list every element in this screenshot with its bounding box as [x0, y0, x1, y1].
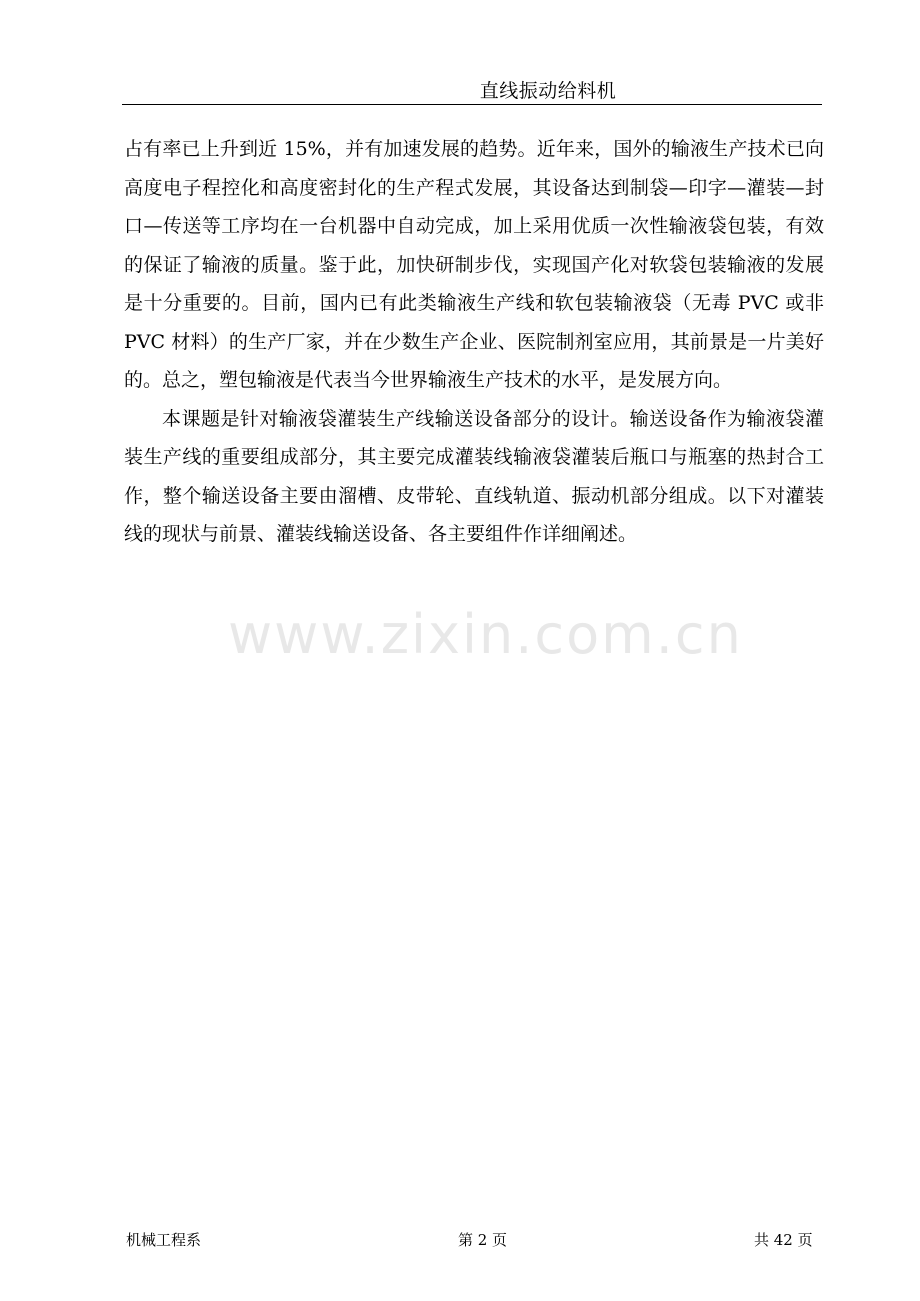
footer-department: 机械工程系 — [126, 1231, 202, 1249]
header-rule — [122, 104, 822, 105]
footer-total-pages: 共 42 页 — [754, 1231, 813, 1249]
body-text — [124, 130, 824, 554]
paragraph-1: 占有率已上升到近 15%，并有加速发展的趋势。近年来，国外的输液生产技术已向高度电子程控化和高度密封化的生产程式发展，其设备达到制袋—印字—灌装—封口—传送等工序均在一台机器中自动完成，加上采用优质一次性输液袋包装，有效的保证了输液的质量。鉴于此，加快研制步伐，实现国产化对软袋包装输液的发展是十分重要的。目前，国内已有此类输液生产线和软包装输液袋（无毒 PVC 或非 PVC 材料）的生产厂家，并在少数生产企业、医院制剂室应用，其前景是一片美好的。总之，塑包输液是代表当今世界输液生产技术的水平，是发展方向。 — [124, 138, 824, 391]
paragraph-2: 本课题是针对输液袋灌装生产线输送设备部分的设计。输送设备作为输液袋灌装生产线的重要组成部分，其主要完成灌装线输液袋灌装后瓶口与瓶塞的热封合工作，整个输送设备主要由溜槽、皮带轮、直线轨道、振动机部分组成。以下对灌装线的现状与前景、灌装线输送设备、各主要组件作详细阐述。 — [124, 407, 824, 545]
footer-page-number: 第 2 页 — [457, 1231, 508, 1249]
watermark: www.zixin.com.cn — [228, 603, 743, 666]
page-header-title: 直线振动给料机 — [479, 80, 617, 102]
